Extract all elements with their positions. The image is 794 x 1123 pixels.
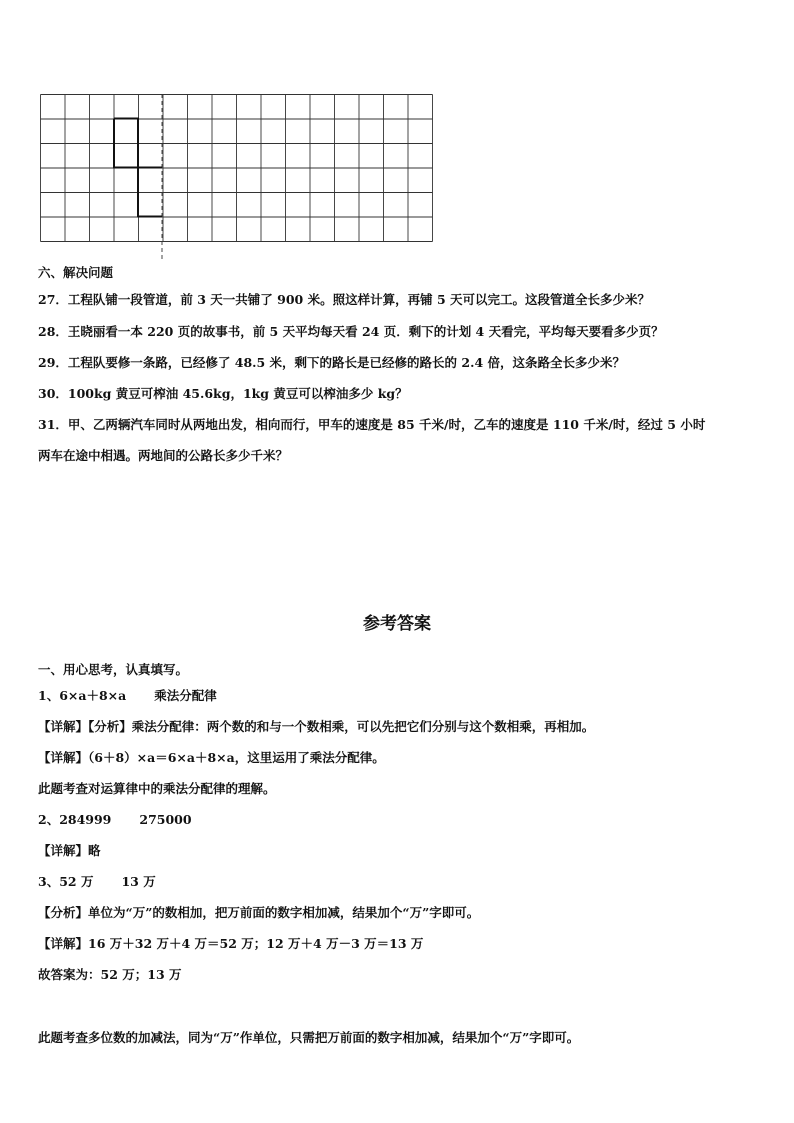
grid-figure <box>40 94 440 259</box>
question-29: 29．工程队要修一条路，已经修了 48.5 米，剩下的路长是已经修的路长的 2.4 倍，这条路全长多少米？ <box>38 355 625 370</box>
question-30: 30．100kg 黄豆可榨油 45.6kg，1kg 黄豆可以榨油多少 kg？ <box>38 386 408 401</box>
question-28: 28．王晓丽看一本 220 页的故事书，前 5 天平均每天看 24 页．剩下的计划 4 天看完，平均每天要看多少页？ <box>38 324 664 339</box>
answer-1-ans: 乘法分配律 <box>154 688 217 703</box>
answers-part1-heading: 一、用心思考，认真填写。 <box>38 662 189 677</box>
answer-3-final: 故答案为：52 万；13 万 <box>38 967 182 982</box>
answer-1-note: 此题考查对运算律中的乘法分配律的理解。 <box>38 781 276 796</box>
answer-3 <box>38 874 156 890</box>
question-31-line1: 31．甲、乙两辆汽车同时从两地出发，相向而行，甲车的速度是 85 千米/时，乙车的速度是 110 千米/时，经过 5 小时 <box>38 417 706 432</box>
answer-1-detail2: 【详解】（6＋8）×a＝6×a＋8×a，这里运用了乘法分配律。 <box>38 750 385 765</box>
answers-title: 参考答案 <box>363 614 431 634</box>
section-heading: 六、解决问题 <box>38 265 114 280</box>
half-shape <box>114 119 162 168</box>
grid-svg <box>40 94 440 259</box>
answer-3-num: 3、52 万 <box>38 874 94 889</box>
grid-lines <box>41 95 433 242</box>
answer-1 <box>38 688 217 704</box>
answer-2-detail: 【详解】略 <box>38 843 101 858</box>
answer-1-detail1: 【详解】【分析】乘法分配律：两个数的和与一个数相乘，可以先把它们分别与这个数相乘，再相加。 <box>38 719 595 734</box>
answer-3-analysis: 【分析】单位为“万”的数相加，把万前面的数字相加减，结果加个“万”字即可。 <box>38 905 480 920</box>
answer-2-num: 2、284999 <box>38 812 112 827</box>
answer-3-detail: 【详解】16 万＋32 万＋4 万＝52 万；12 万＋4 万－3 万＝13 万 <box>38 936 424 951</box>
question-27: 27．工程队铺一段管道，前 3 天一共铺了 900 米。照这样计算，再铺 5 天可以完工。这段管道全长多少米？ <box>38 292 650 307</box>
answer-3-note: 此题考查多位数的加减法，同为“万”作单位，只需把万前面的数字相加减，结果加个“万”字即可。 <box>38 1030 580 1045</box>
answer-1-num: 1、6×a＋8×a <box>38 688 127 703</box>
question-31-line2: 两车在途中相遇。两地间的公路长多少千米？ <box>38 448 289 463</box>
answer-3-ans: 13 万 <box>121 874 156 889</box>
answer-2 <box>38 812 192 828</box>
answer-2-ans: 275000 <box>139 812 192 827</box>
